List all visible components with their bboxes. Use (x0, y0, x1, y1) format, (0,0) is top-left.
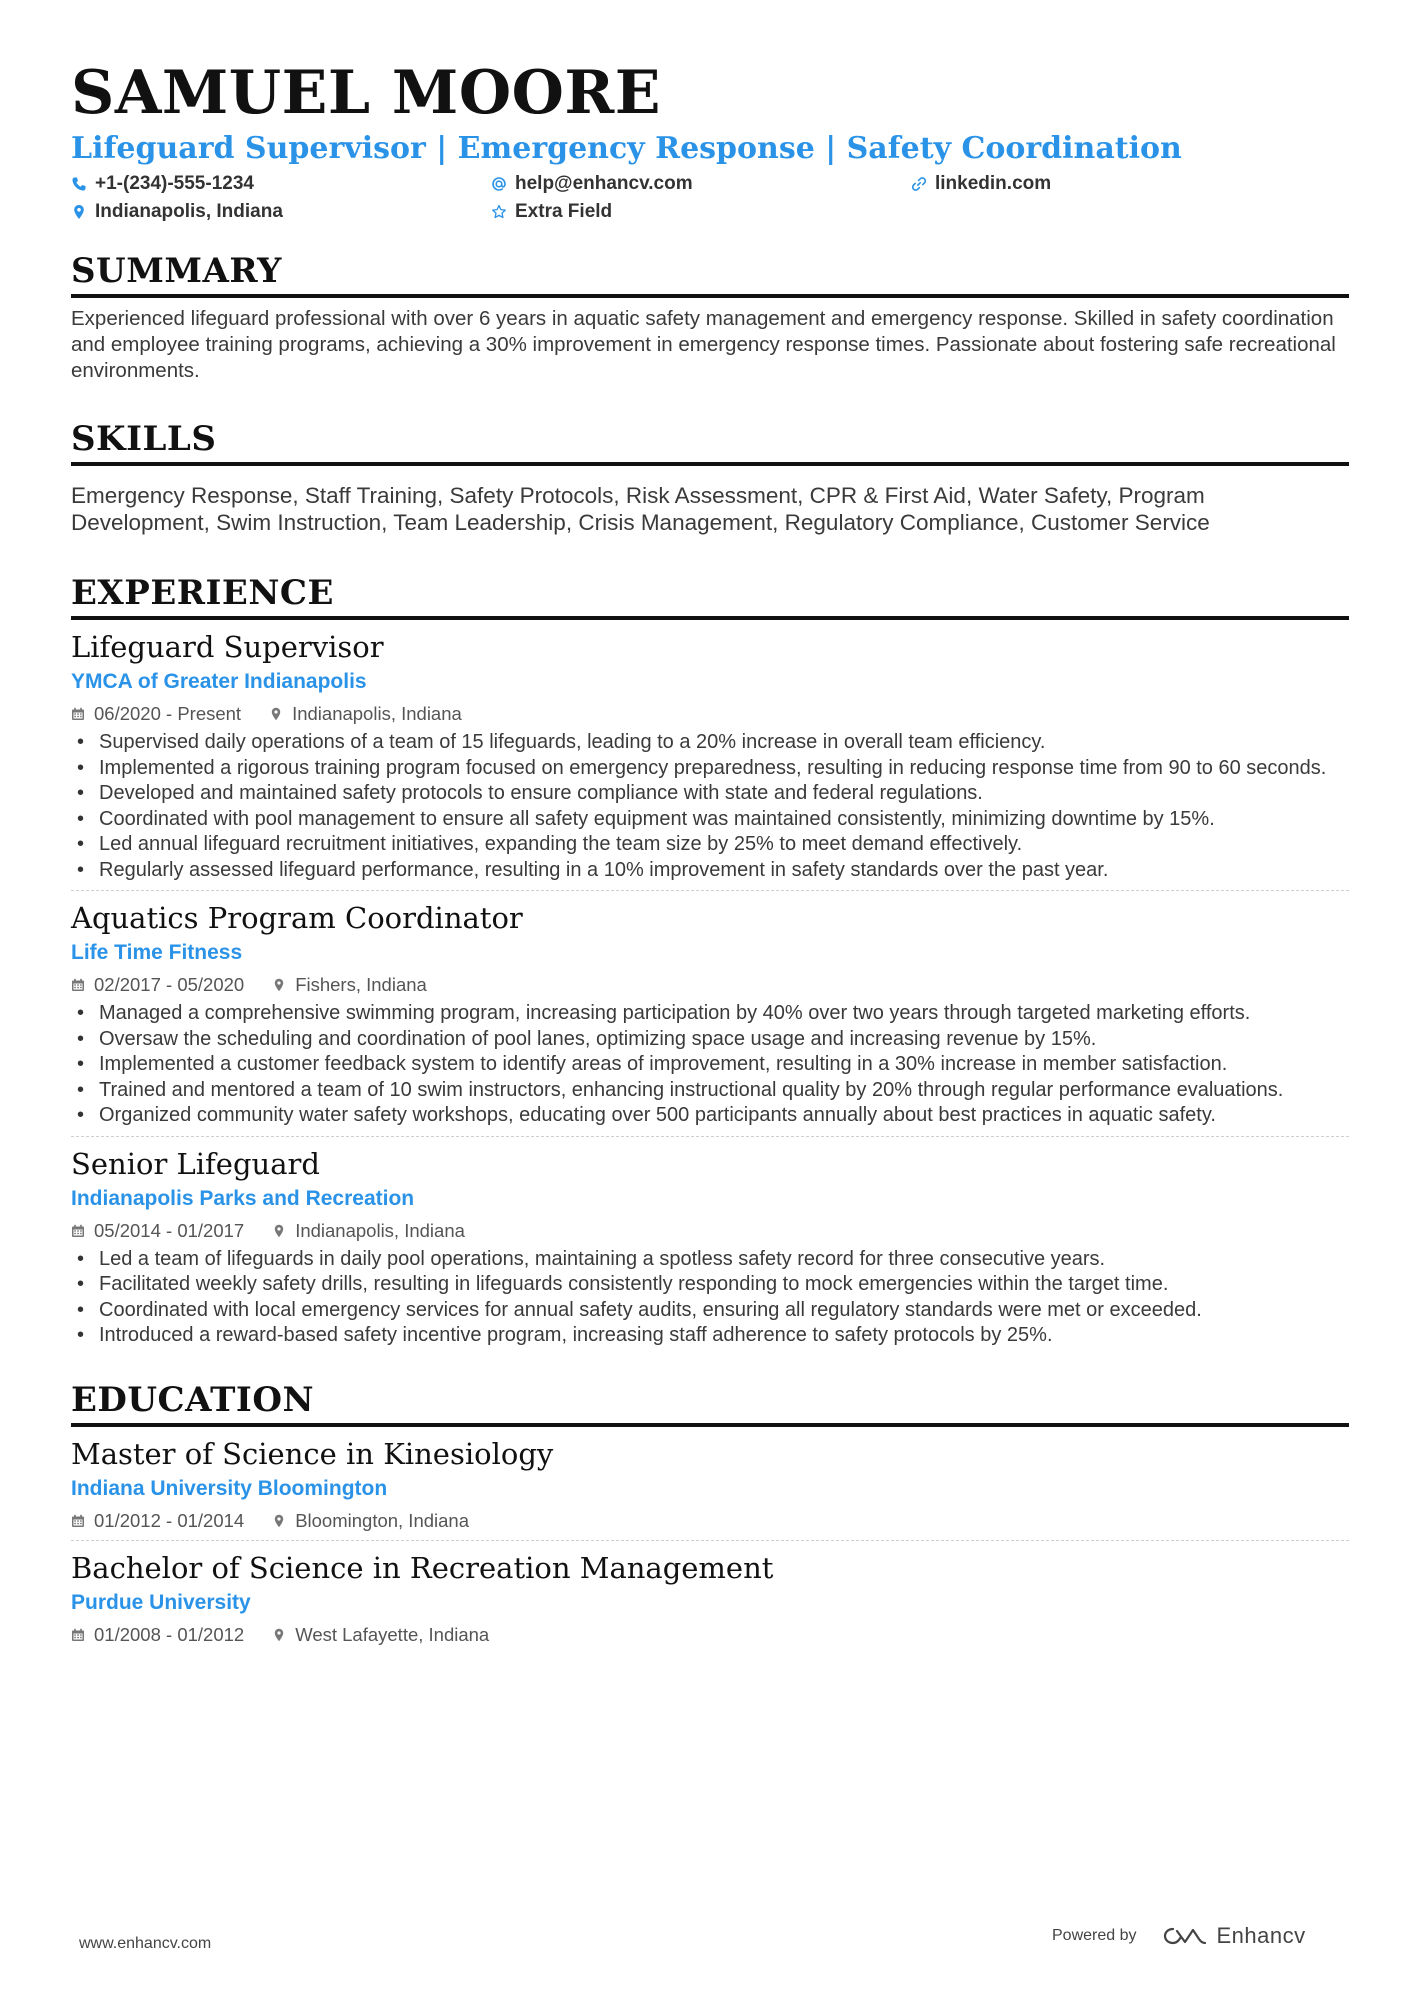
experience-list (71, 620, 1349, 1349)
enhancv-logo[interactable] (1163, 1923, 1306, 1949)
experience-organization: YMCA of Greater Indianapolis (71, 670, 367, 693)
experience-location-text: Fishers, Indiana (295, 974, 427, 995)
experience-organization: Indianapolis Parks and Recreation (71, 1186, 415, 1210)
education-title: EDUCATION (71, 1379, 315, 1420)
contact-location (71, 200, 491, 224)
at-icon (491, 176, 507, 192)
bullet-item: • Implemented a customer feedback system to identify areas of improvement, resulting in a 30% increase in member satisfaction. (71, 1052, 1349, 1078)
experience-meta (71, 1219, 1349, 1243)
footer-branding (1052, 1923, 1306, 1949)
calendar-icon (71, 1628, 85, 1642)
experience-title: Senior Lifeguard (71, 1146, 320, 1181)
experience-location (272, 974, 427, 996)
experience-dates: 02/2017 - 05/2020 (94, 974, 245, 995)
header (71, 56, 1349, 224)
calendar-icon (71, 1514, 85, 1528)
experience-location-text: Indianapolis, Indiana (295, 1219, 465, 1241)
education-meta (71, 1509, 1349, 1533)
summary-text: Experienced lifeguard professional with over 6 years in aquatic safety management and emergency response. Skilled in safety coordination and employee training programs, achieving a 30% improvement in emergency response times. Passionate about fostering safe recreational environments. (71, 307, 1336, 382)
contact-location-text: Indianapolis, Indiana (95, 201, 283, 222)
experience-entry (71, 891, 1349, 1129)
education-location-text: West Lafayette, Indiana (295, 1623, 490, 1645)
experience-entry (71, 620, 1349, 883)
location-pin-icon (71, 204, 87, 220)
skills-title: SKILLS (71, 419, 217, 459)
skills-text: Emergency Response, Staff Training, Safety Protocols, Risk Assessment, CPR & First Aid, Water Safety, Program Development, Swim Instruction, Team Leadership, Crisis Management, Regulatory Compliance, Customer Service (71, 483, 1210, 535)
location-pin-icon (272, 1628, 286, 1642)
calendar-icon (71, 707, 85, 721)
section-divider (71, 294, 1349, 298)
location-pin-icon (272, 1514, 286, 1528)
education-location-text: Bloomington, Indiana (295, 1509, 470, 1531)
location-pin-icon (272, 978, 286, 992)
bullet-item: • Regularly assessed lifeguard performance, resulting in a 10% improvement in safety standards over the past year. (71, 858, 1349, 884)
bullet-item: • Led annual lifeguard recruitment initiatives, expanding the team size by 25% to meet demand effectively. (71, 832, 1349, 858)
bullet-item: • Led a team of lifeguards in daily pool operations, maintaining a spotless safety record for three consecutive years. (71, 1247, 1349, 1273)
education-dates: 01/2012 - 01/2014 (94, 1509, 245, 1531)
bullet-item: • Facilitated weekly safety drills, resulting in lifeguards consistently responding to mock emergencies within the target time. (71, 1272, 1349, 1298)
star-icon (491, 204, 507, 220)
experience-meta (71, 702, 1349, 726)
headline: Lifeguard Supervisor | Emergency Response | Safety Coordination (71, 131, 1182, 166)
bullet-item: • Managed a comprehensive swimming program, increasing participation by 40% over two years through targeted marketing efforts. (71, 1001, 1349, 1027)
experience-title: EXPERIENCE (71, 573, 334, 613)
contact-extra-text: Extra Field (515, 201, 613, 222)
enhancv-brand-text: Enhancv (1216, 1923, 1306, 1948)
link-icon (911, 176, 927, 192)
experience-organization: Life Time Fitness (71, 941, 243, 964)
bullet-item: • Organized community water safety workshops, educating over 500 participants annually about best practices in aquatic safety. (71, 1103, 1349, 1129)
resume-page (71, 56, 1349, 1647)
location-pin-icon (269, 707, 283, 721)
education-entry (71, 1541, 1349, 1647)
calendar-icon (71, 978, 85, 992)
education-location (272, 1510, 469, 1532)
contact-phone-text: +1-(234)-555-1234 (95, 173, 254, 194)
bullet-item: • Coordinated with pool management to ensure all safety equipment was maintained consistently, minimizing downtime by 15%. (71, 807, 1349, 833)
contact-phone (71, 172, 491, 196)
contact-linkedin-text: linkedin.com (935, 173, 1052, 194)
education-organization: Indiana University Bloomington (71, 1476, 388, 1500)
contact-email[interactable] (491, 172, 911, 196)
education-entry (71, 1427, 1349, 1533)
section-divider (71, 462, 1349, 466)
experience-section (71, 572, 1349, 1349)
experience-title: Aquatics Program Coordinator (71, 901, 523, 935)
skills-section (71, 418, 1349, 536)
bullet-item: • Supervised daily operations of a team of 15 lifeguards, leading to a 20% increase in overall team efficiency. (71, 730, 1349, 756)
enhancv-logo-icon (1163, 1925, 1207, 1947)
bullet-item: • Introduced a reward-based safety incentive program, increasing staff adherence to safety protocols by 25%. (71, 1323, 1349, 1349)
location-pin-icon (272, 1224, 286, 1238)
powered-by-label: Powered by (1052, 1927, 1137, 1944)
education-meta (71, 1623, 1349, 1647)
phone-icon (71, 176, 87, 192)
contact-email-text: help@enhancv.com (515, 173, 693, 194)
experience-dates: 06/2020 - Present (94, 703, 242, 724)
contact-extra (491, 200, 911, 224)
experience-location-text: Indianapolis, Indiana (292, 703, 462, 724)
experience-entry (71, 1137, 1349, 1349)
experience-bullets (71, 730, 1349, 883)
experience-dates: 05/2014 - 01/2017 (94, 1219, 245, 1241)
contact-linkedin[interactable] (911, 172, 1311, 196)
bullet-item: • Implemented a rigorous training program focused on emergency preparedness, resulting in reducing response time from 90 to 60 seconds. (71, 756, 1349, 782)
bullet-item: • Trained and mentored a team of 10 swim instructors, enhancing instructional quality by 20% through regular performance evaluations. (71, 1078, 1349, 1104)
education-section (71, 1379, 1349, 1647)
education-location (272, 1624, 489, 1646)
education-title: Bachelor of Science in Recreation Management (71, 1550, 774, 1585)
candidate-name: SAMUEL MOORE (71, 58, 661, 128)
experience-location (269, 703, 462, 725)
experience-bullets (71, 1247, 1349, 1349)
experience-bullets (71, 1001, 1349, 1129)
experience-location (272, 1220, 465, 1242)
experience-meta (71, 973, 1349, 997)
calendar-icon (71, 1224, 85, 1238)
education-list (71, 1427, 1349, 1647)
bullet-item: • Developed and maintained safety protocols to ensure compliance with state and federal regulations. (71, 781, 1349, 807)
education-dates: 01/2008 - 01/2012 (94, 1623, 245, 1645)
bullet-item: • Coordinated with local emergency services for annual safety audits, ensuring all regulatory standards were met or exceeded. (71, 1298, 1349, 1324)
summary-title: SUMMARY (71, 251, 282, 291)
footer-website[interactable]: www.enhancv.com (79, 1935, 212, 1952)
education-title: Master of Science in Kinesiology (71, 1436, 554, 1471)
contact-list (71, 172, 1349, 224)
summary-section (71, 250, 1349, 384)
bullet-item: • Oversaw the scheduling and coordination of pool lanes, optimizing space usage and increasing revenue by 15%. (71, 1027, 1349, 1053)
education-organization: Purdue University (71, 1590, 251, 1614)
experience-title: Lifeguard Supervisor (71, 630, 384, 664)
